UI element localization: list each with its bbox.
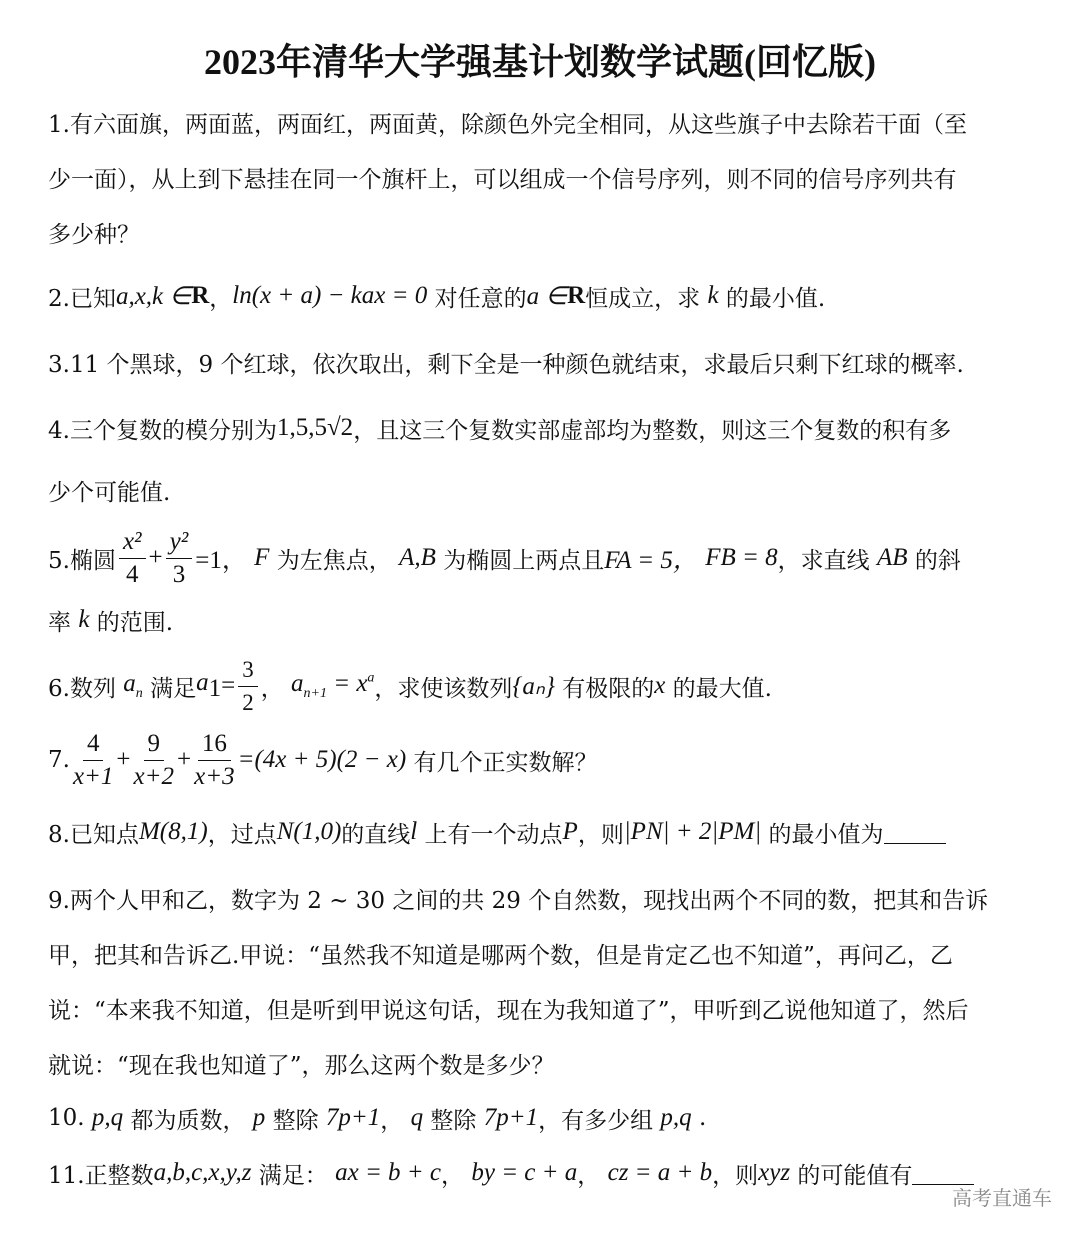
- problem-5-line-1: [48, 527, 1032, 588]
- math: =1，: [195, 547, 247, 574]
- numerator: y²: [166, 526, 193, 559]
- problem-6: [48, 658, 1032, 714]
- text: ，且这三个复数实部虚部均为整数，则这三个复数的积有多: [353, 417, 952, 444]
- text: 的斜: [914, 547, 961, 574]
- text: 满足: [150, 675, 197, 702]
- text: 整除: [272, 1107, 319, 1134]
- problem-9-line-4: 就说：“现在我也知道了”，那么这两个数是多少？: [48, 1052, 555, 1079]
- math: a,b,c,x,y,z: [153, 1159, 252, 1186]
- text: ，: [441, 1162, 465, 1189]
- text: 整除: [430, 1107, 477, 1134]
- denominator: x+3: [194, 762, 235, 790]
- problem-3: 3.11 个黑球，9 个红球，依次取出，剩下全是一种颜色就结束，求最后只剩下红球的概率.: [48, 351, 964, 378]
- math: = x: [333, 670, 368, 697]
- problem-8: [48, 810, 1032, 854]
- plus: +: [116, 746, 131, 773]
- math: M(8,1): [138, 818, 208, 845]
- numerator: 9: [144, 728, 165, 761]
- math: x: [654, 672, 666, 699]
- problem-9-line-3: 说：“本来我不知道，但是听到甲说这句话，现在为我知道了”，甲听到乙说他知道了，然后: [48, 997, 969, 1024]
- equals: =: [221, 672, 236, 699]
- problem-2: [48, 274, 1032, 318]
- text: 8.已知点: [48, 821, 139, 848]
- math: P: [562, 818, 578, 845]
- text: 为椭圆上两点且: [443, 547, 605, 574]
- fraction: [238, 654, 258, 719]
- math: AB: [876, 544, 908, 571]
- text: .: [698, 1105, 707, 1131]
- math: l: [410, 818, 418, 845]
- math: FB = 8: [705, 544, 778, 571]
- watermark: 高考直通车: [952, 1186, 1052, 1210]
- problem-7: [48, 730, 1032, 790]
- math: xyz: [758, 1159, 791, 1186]
- text: 7.: [48, 747, 70, 773]
- plus: +: [148, 544, 163, 571]
- answer-blank: [884, 821, 946, 844]
- problem-9-line-2: 甲，把其和告诉乙.甲说：“虽然我不知道是哪两个数，但是肯定乙也不知道”，再问乙，乙: [48, 942, 953, 969]
- math: F: [254, 544, 270, 571]
- math: FA = 5，: [604, 547, 698, 574]
- text: 的最小值.: [725, 285, 826, 312]
- math: a: [123, 670, 136, 697]
- subscript: n+1: [303, 686, 327, 701]
- denominator: 4: [126, 560, 139, 588]
- denominator: x+1: [72, 762, 114, 790]
- text: 恒成立，求: [585, 285, 701, 312]
- math: A,B: [399, 544, 436, 571]
- math: k: [78, 606, 90, 633]
- text: 的最小值为: [768, 821, 884, 848]
- text: ，求使该数列: [374, 675, 513, 702]
- math-real-set: R: [567, 282, 586, 309]
- math-real-set: R: [191, 282, 210, 309]
- text: ，过点: [207, 821, 277, 848]
- numerator: 16: [198, 728, 231, 761]
- problem-1-line-1: 1.有六面旗，两面蓝，两面红，两面黄，除颜色外完全相同，从这些旗子中去除若干面（至: [48, 111, 967, 138]
- problem-4-line-1: [48, 406, 1032, 450]
- fraction: [166, 526, 193, 591]
- problem-5-line-2: [48, 598, 1032, 642]
- denominator: x+2: [133, 762, 174, 790]
- problem-11: [48, 1151, 1032, 1195]
- text: 都为质数，: [130, 1107, 246, 1134]
- text: ，: [260, 675, 284, 702]
- text: 4.三个复数的模分别为: [48, 417, 277, 444]
- text: 为左焦点，: [276, 547, 392, 574]
- text: 6.数列: [48, 675, 116, 702]
- problem-1-line-3: 多少种？: [48, 221, 140, 248]
- math: 7p+1: [325, 1104, 381, 1131]
- text: 2.已知: [48, 285, 116, 312]
- text: 上有一个动点: [424, 821, 563, 848]
- math: cz = a + b: [607, 1159, 713, 1186]
- numerator: 3: [238, 654, 258, 687]
- text: ，求直线: [777, 547, 870, 574]
- text: 率: [48, 609, 71, 636]
- math: a,x,k ∈: [115, 283, 192, 310]
- text: 对任意的: [434, 285, 527, 312]
- text: ，: [577, 1162, 601, 1189]
- math: q: [410, 1104, 424, 1131]
- math-equation: ln(x + a) − kax = 0: [232, 282, 428, 309]
- text: 11.正整数: [48, 1162, 154, 1189]
- math: [123, 670, 143, 702]
- text: 的最大值.: [672, 675, 772, 702]
- plus: +: [177, 746, 192, 773]
- text: 有几个正实数解？: [413, 749, 598, 776]
- text: ，则: [577, 821, 624, 848]
- math: p,q: [660, 1104, 692, 1131]
- math: {aₙ}: [512, 673, 555, 700]
- subscript: n: [135, 686, 143, 701]
- problem-4-line-2: 少个可能值.: [48, 479, 171, 506]
- math: 7p+1: [483, 1104, 539, 1131]
- math: p,q: [91, 1104, 124, 1131]
- fraction: [194, 728, 234, 793]
- math: a: [196, 669, 209, 696]
- text: ，: [380, 1107, 404, 1134]
- math-moduli: 1,5,5√2: [276, 414, 354, 441]
- fraction: [134, 728, 174, 793]
- math: ax = b + c: [335, 1159, 442, 1186]
- text: ，则: [712, 1162, 759, 1189]
- text: 的直线: [341, 821, 411, 848]
- text: ，有多少组: [538, 1107, 654, 1134]
- page-title: 2023年清华大学强基计划数学试题(回忆版): [204, 42, 876, 82]
- math: by = c + a: [471, 1159, 578, 1186]
- fraction: [119, 526, 146, 591]
- numerator: x²: [119, 526, 146, 559]
- subscript: 1: [208, 675, 222, 702]
- text: 有极限的: [562, 675, 655, 702]
- math: a: [291, 670, 304, 697]
- math: a ∈: [526, 283, 568, 310]
- math: [291, 670, 374, 702]
- numerator: 4: [83, 728, 104, 761]
- text: 5.椭圆: [48, 547, 116, 574]
- text: 的范围.: [96, 609, 174, 636]
- math: N(1,0): [276, 818, 342, 845]
- math: =(4x + 5)(2 − x): [237, 746, 407, 773]
- problem-1-line-2: 少一面），从上到下悬挂在同一个旗杆上，可以组成一个信号序列，则不同的信号序列共有: [48, 166, 957, 193]
- text: 满足：: [258, 1162, 328, 1189]
- math: k: [707, 282, 719, 309]
- math: [196, 669, 221, 703]
- math: |PN| + 2|PM|: [623, 818, 762, 845]
- math: p: [252, 1104, 266, 1131]
- denominator: 3: [172, 560, 186, 588]
- problem-9-line-1: 9.两个人甲和乙，数字为 2 ~ 30 之间的共 29 个自然数，现找出两个不同的数，把其和告诉: [48, 887, 989, 914]
- math: a: [367, 670, 375, 686]
- text: 10.: [48, 1105, 85, 1131]
- superscript: [367, 671, 374, 686]
- fraction: [73, 728, 113, 793]
- text: ，: [209, 285, 233, 312]
- problem-10: [48, 1096, 1032, 1140]
- denominator: 2: [242, 689, 254, 715]
- text: 的可能值有: [797, 1162, 913, 1189]
